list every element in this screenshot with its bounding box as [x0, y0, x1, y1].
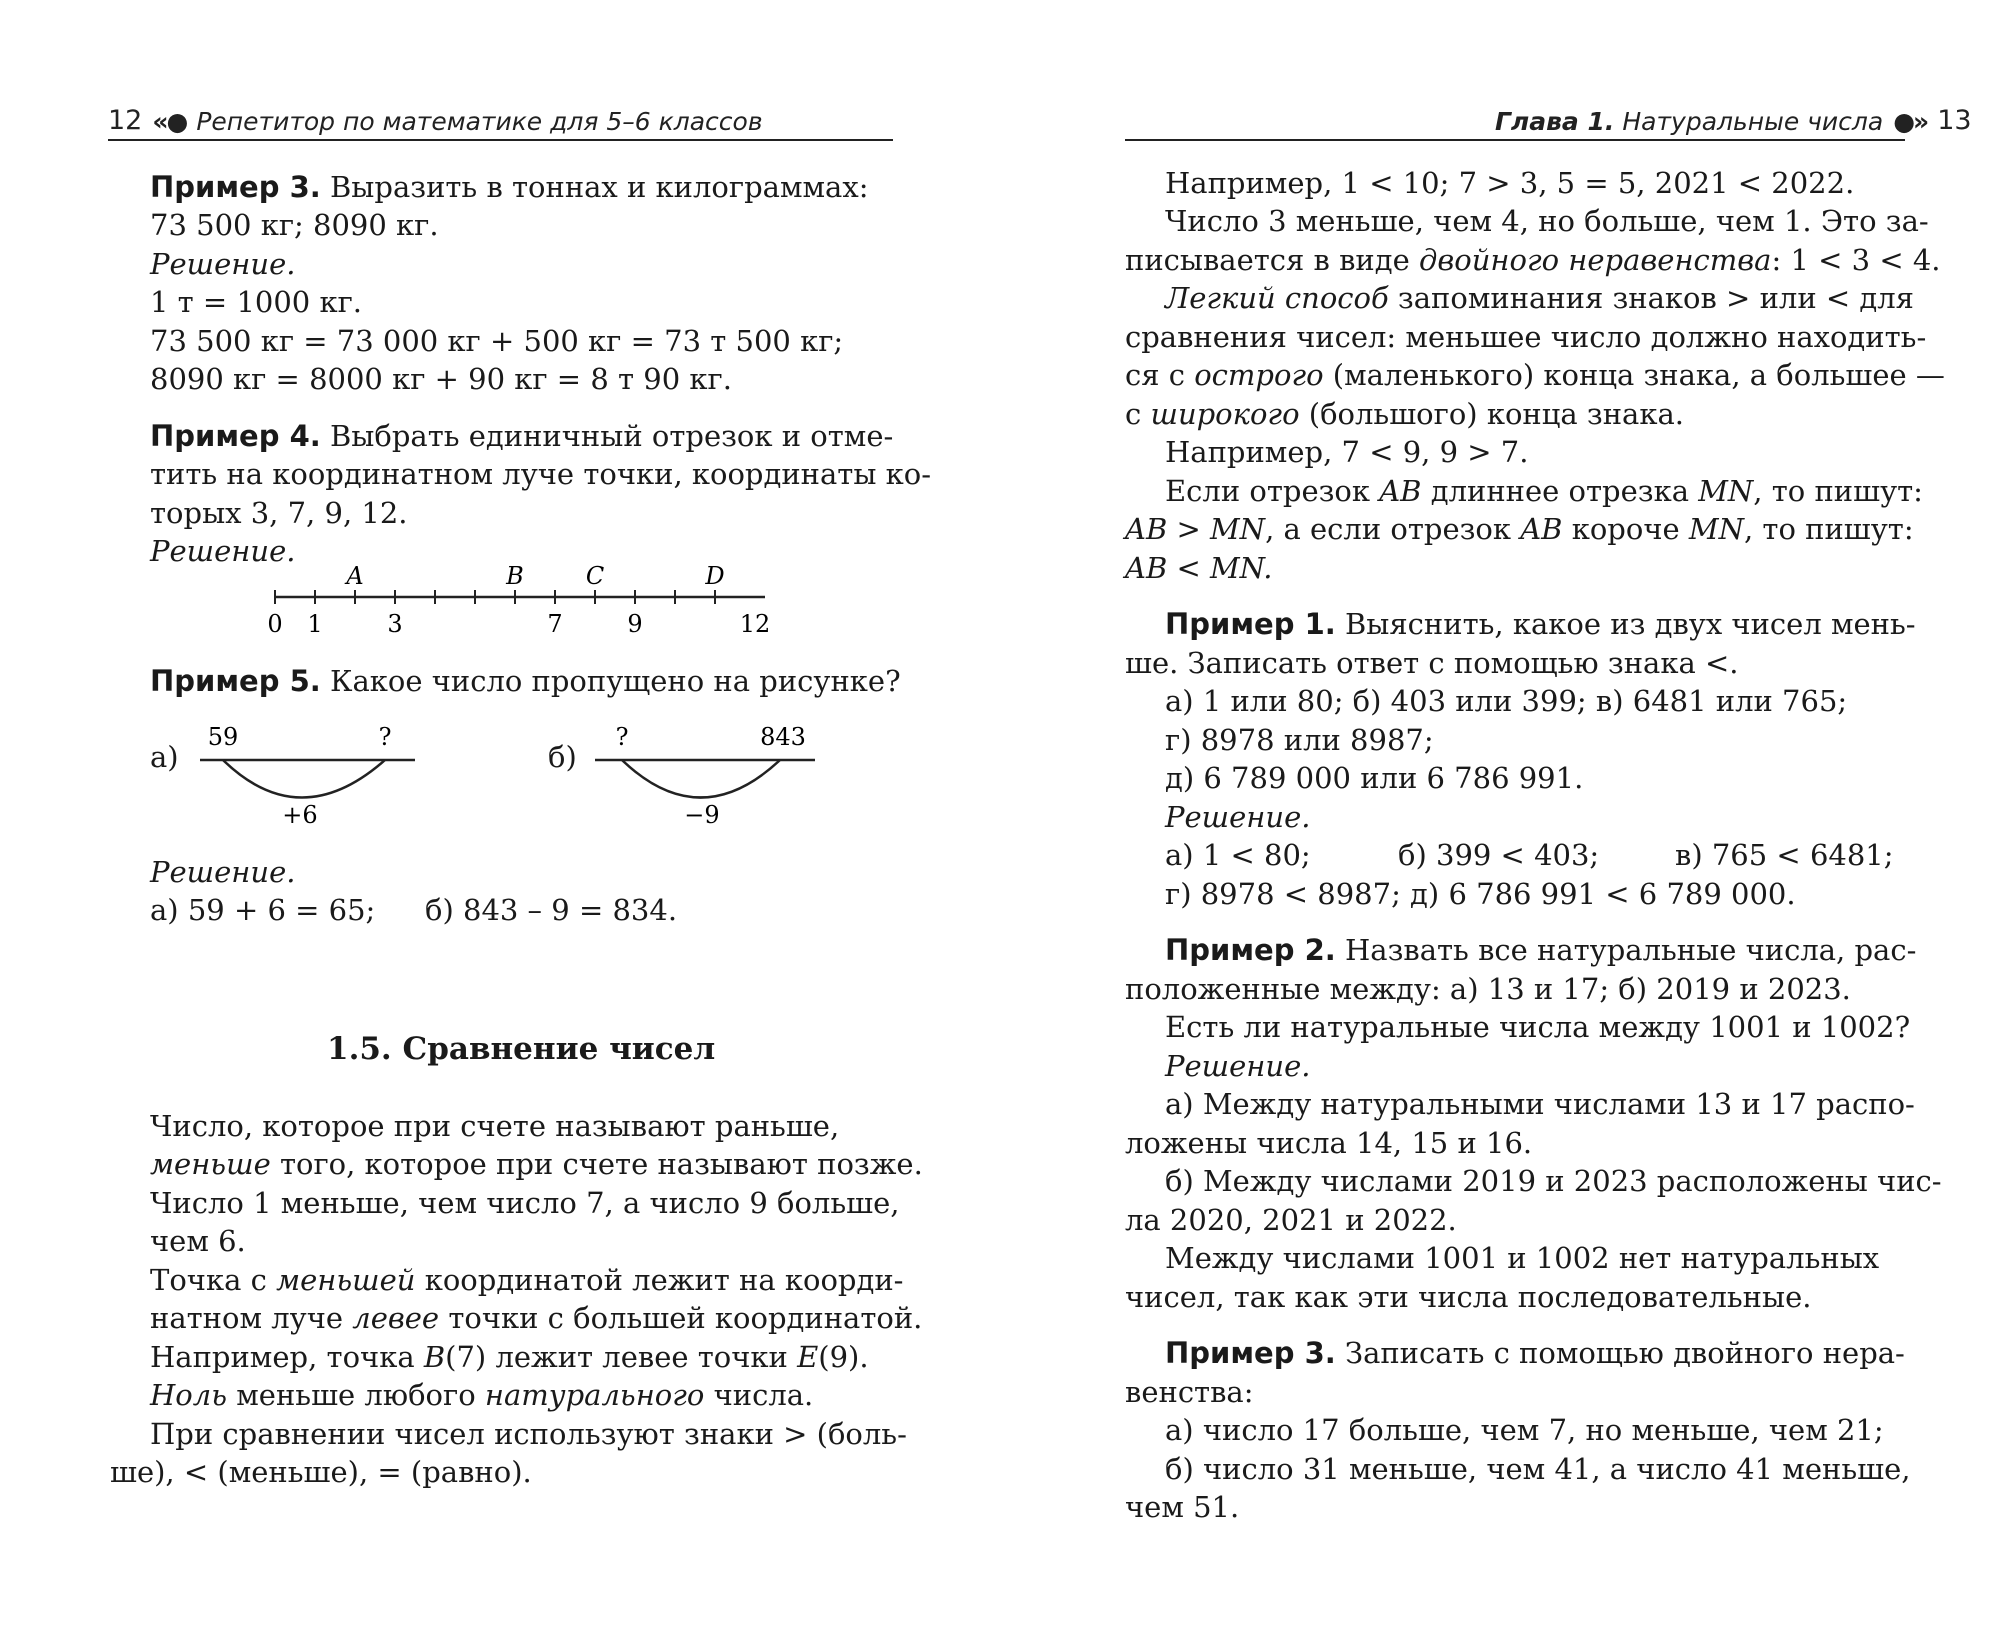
intro-line: писывается в виде двойного неравенства: 1 < 3 < 4. — [1125, 243, 1941, 277]
section-paragraph-line: Например, точка B(7) лежит левее точки E(9). — [150, 1340, 869, 1374]
solution-label: Решение. — [150, 247, 296, 281]
example-2-solution-line: а) Между натуральными числами 13 и 17 распо- — [1165, 1087, 1915, 1121]
example-2-line-2: положенные между: а) 13 и 17; б) 2019 и 2023. — [1125, 972, 1851, 1006]
example-1-answer: б) 399 < 403; — [1398, 838, 1600, 872]
answer-b: б) 843 – 9 = 834. — [425, 893, 678, 927]
right-running-header — [1495, 100, 1972, 136]
example-1-question: а) 1 или 80; б) 403 или 399; в) 6481 или 765; — [1165, 684, 1848, 718]
example-3-question: б) число 31 меньше, чем 41, а число 41 меньше, — [1165, 1452, 1911, 1486]
point-label-a: A — [346, 565, 364, 590]
solution-label: Решение. — [1165, 800, 1311, 834]
point-label-b: B — [506, 565, 524, 590]
example-3-line-5: 8090 кг = 8000 кг + 90 кг = 8 т 90 кг. — [150, 362, 732, 396]
intro-line: сравнения чисел: меньшее число должно находить- — [1125, 320, 1927, 354]
section-title: 1.5. Сравнение чисел — [327, 1031, 716, 1067]
example-2-line-3: Есть ли натуральные числа между 1001 и 1002? — [1165, 1010, 1911, 1044]
example-2-solution-line: ла 2020, 2021 и 2022. — [1125, 1203, 1457, 1237]
section-paragraph-line: Число 1 меньше, чем число 7, а число 9 больше, — [150, 1186, 900, 1220]
section-paragraph-line: меньше того, которое при счете называют позже. — [150, 1147, 923, 1181]
example-1-line-1: Пример 1. Выяснить, какое из двух чисел мень- — [1165, 607, 1916, 641]
page-number: 13 — [1937, 105, 1972, 136]
section-paragraph-line: При сравнении чисел используют знаки > (боль- — [150, 1417, 907, 1451]
coordinate-ray — [255, 565, 775, 640]
tick-label-9: 9 — [627, 610, 643, 638]
section-paragraph-line: Точка с меньшей координатой лежит на коорди- — [150, 1263, 904, 1297]
intro-line: Если отрезок AB длиннее отрезка MN, то пишут: — [1165, 474, 1923, 508]
tick-label-12: 12 — [739, 610, 771, 638]
section-paragraph-line: ше), < (меньше), = (равно). — [110, 1455, 532, 1489]
chapter-title: Натуральные числа — [1622, 107, 1884, 136]
section-paragraph-line: Ноль меньше любого натурального числа. — [150, 1378, 814, 1412]
example-3-question: а) число 17 больше, чем 7, но меньше, чем 21; — [1165, 1413, 1884, 1447]
intro-line: Например, 7 < 9, 9 > 7. — [1165, 435, 1529, 469]
section-paragraph-line: натном луче левее точки с большей координатой. — [150, 1301, 923, 1335]
tick-label-3: 3 — [387, 610, 403, 638]
figure-b-marker: б) — [548, 740, 577, 774]
figure-a-arc-diagram — [195, 720, 425, 830]
example-2-line-1: Пример 2. Назвать все натуральные числа, рас- — [1165, 933, 1917, 967]
point-label-c: C — [585, 565, 605, 590]
example-3-line-1: Пример 3. Записать с помощью двойного нера- — [1165, 1336, 1905, 1370]
example-5-line-1: Пример 5. Какое число пропущено на рисунке? — [150, 664, 901, 698]
intro-line: AB < MN. — [1125, 551, 1273, 585]
example-2-solution-line: чисел, так как эти числа последовательные. — [1125, 1280, 1812, 1314]
example-3-line-4: 73 500 кг = 73 000 кг + 500 кг = 73 т 500 кг; — [150, 324, 844, 358]
example-1-question: г) 8978 или 8987; — [1165, 723, 1434, 757]
figure-b-right-value: 843 — [760, 723, 806, 751]
tick-label-7: 7 — [547, 610, 563, 638]
example-3-line-3: 1 т = 1000 кг. — [150, 285, 363, 319]
figure-a-right-value: ? — [378, 723, 392, 751]
example-1-line-2: ше. Записать ответ с помощью знака <. — [1125, 646, 1739, 680]
header-ornament: «● — [152, 107, 187, 136]
figure-b-left-value: ? — [615, 723, 629, 751]
example-1-answer: г) 8978 < 8987; д) 6 786 991 < 6 789 000. — [1165, 877, 1796, 911]
example-3-line-2: венства: — [1125, 1375, 1254, 1409]
intro-line: Легкий способ запоминания знаков > или < для — [1165, 281, 1914, 315]
intro-line: с широкого (большого) конца знака. — [1125, 397, 1684, 431]
intro-line: Число 3 меньше, чем 4, но больше, чем 1. Это за- — [1165, 204, 1929, 238]
figure-a-marker: а) — [150, 740, 179, 774]
figure-b-arc-label: −9 — [684, 801, 720, 829]
header-rule — [1125, 139, 1905, 141]
book-title: Репетитор по математике для 5–6 классов — [196, 107, 763, 136]
example-1-answer: в) 765 < 6481; — [1675, 838, 1894, 872]
figure-b-arc-diagram — [590, 720, 825, 830]
chapter-label: Глава 1. — [1495, 107, 1615, 136]
header-ornament: ●» — [1893, 107, 1928, 136]
right-page — [1000, 0, 2000, 1638]
example-3-line-1: Пример 3. Выразить в тоннах и килограммах: — [150, 170, 869, 204]
solution-label: Решение. — [150, 855, 296, 889]
example-3-line-2: 73 500 кг; 8090 кг. — [150, 208, 439, 242]
point-label-d: D — [705, 565, 725, 590]
section-paragraph-line: Число, которое при счете называют раньше, — [150, 1109, 840, 1143]
left-running-header — [108, 100, 763, 136]
figure-a-left-value: 59 — [207, 723, 239, 751]
intro-line: AB > MN, а если отрезок AB короче MN, то пишут: — [1125, 512, 1914, 546]
intro-line: Например, 1 < 10; 7 > 3, 5 = 5, 2021 < 2022. — [1165, 166, 1855, 200]
example-1-answer: а) 1 < 80; — [1165, 838, 1311, 872]
tick-label-1: 1 — [307, 610, 323, 638]
example-3-question: чем 51. — [1125, 1490, 1240, 1524]
intro-line: ся с острого (маленького) конца знака, а большее — — [1125, 358, 1945, 392]
example-4-line-2: тить на координатном луче точки, координаты ко- — [150, 457, 932, 491]
example-2-solution-line: б) Между числами 2019 и 2023 расположены чис- — [1165, 1164, 1942, 1198]
example-2-solution-line: Между числами 1001 и 1002 нет натуральных — [1165, 1241, 1880, 1275]
tick-label-0: 0 — [267, 610, 283, 638]
example-1-question: д) 6 789 000 или 6 786 991. — [1165, 761, 1584, 795]
page-number: 12 — [108, 105, 143, 136]
figure-a-arc-label: +6 — [282, 801, 318, 829]
solution-label: Решение. — [150, 534, 296, 568]
solution-label: Решение. — [1165, 1049, 1311, 1083]
example-4-line-3: торых 3, 7, 9, 12. — [150, 496, 408, 530]
header-rule — [108, 139, 893, 141]
answer-a: а) 59 + 6 = 65; — [150, 893, 376, 927]
example-2-solution-line: ложены числа 14, 15 и 16. — [1125, 1126, 1533, 1160]
section-paragraph-line: чем 6. — [150, 1224, 246, 1258]
example-4-line-1: Пример 4. Выбрать единичный отрезок и отме- — [150, 419, 894, 453]
